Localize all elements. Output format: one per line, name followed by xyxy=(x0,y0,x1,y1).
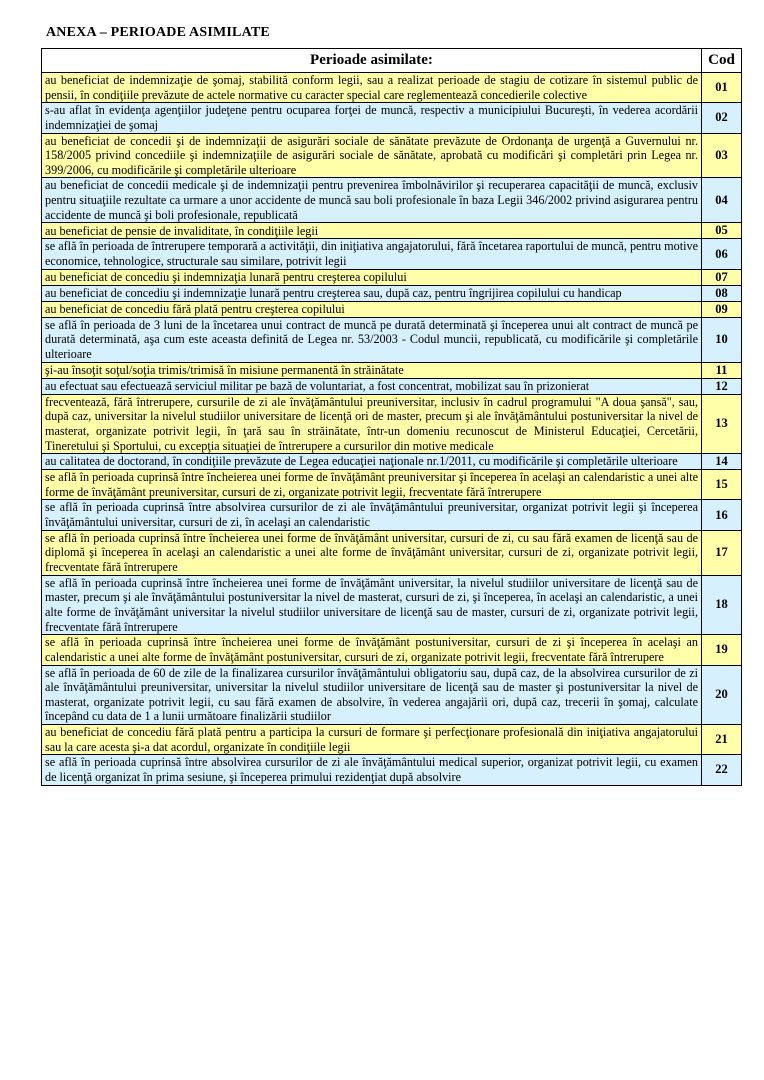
period-text: se află în perioada cuprinsă între absolvirea cursurilor de zi ale învăţământului medical superior, organizat potrivit legii, cu examen de licenţă organizat în prima sesiune, şi începerea primului rezidenţiat după absolvire xyxy=(42,755,702,785)
period-text: se află în perioada cuprinsă între încheierea unei forme de învăţământ postuniversitar, cursuri de zi şi începerea în acelaşi an calendaristic a unei alte forme de învăţământ postuniversitar, cursuri de zi, organizate potrivit legii, frecventate fără întrerupere xyxy=(42,635,702,665)
period-code: 07 xyxy=(702,269,742,285)
table-row xyxy=(42,378,742,394)
table-row xyxy=(42,285,742,301)
period-code: 01 xyxy=(702,73,742,103)
period-code: 06 xyxy=(702,239,742,269)
period-code: 18 xyxy=(702,575,742,635)
table-row xyxy=(42,133,742,178)
table-row xyxy=(42,178,742,223)
period-code: 16 xyxy=(702,500,742,530)
page-title: ANEXA – PERIOADE ASIMILATE xyxy=(46,25,270,40)
period-text: au beneficiat de pensie de invaliditate, în condiţiile legii xyxy=(42,223,702,239)
period-code: 03 xyxy=(702,133,742,178)
period-code: 05 xyxy=(702,223,742,239)
period-code: 17 xyxy=(702,530,742,575)
period-text: se află în perioada de 60 de zile de la finalizarea cursurilor învăţământului obligatoriu sau, după caz, de la absolvirea cursurilor de zi ale învăţământului preuniversitar, universitar la nivelul studiilor universitare de licenţă sau de master şi postuniversitar la nivel de masterat, organizate potrivit legii, cu sau fără examen de absolvire, în vederea angajării ori, după caz, trecerii în şomaj, calculate începând cu data de 1 a lunii următoare finalizării studiilor xyxy=(42,665,702,725)
table-row xyxy=(42,470,742,500)
period-text: frecventează, fără întrerupere, cursurile de zi ale învăţământului preuniversitar, inclusiv în cadrul programului "A doua şansă", sau, după caz, universitar la nivelul studiilor universitare de licenţă ori de master, precum şi ale învăţământului postuniversitar la nivel de masterat, organizate potrivit legii, în ţară sau în străinătate, într-un domeniu recunoscut de Ministerul Educaţiei, Cercetării, Tineretului şi Sportului, cu excepţia situaţiei de întrerupere a cursurilor din motive medicale xyxy=(42,394,702,454)
period-code: 12 xyxy=(702,378,742,394)
table-row xyxy=(42,575,742,635)
table-row xyxy=(42,301,742,317)
period-text: se află în perioada cuprinsă între încheierea unei forme de învăţământ universitar, cursuri de zi, cu sau fără examen de licenţă sau de diplomă şi începerea în acelaşi an calendaristic a unei alte forme de învăţământ universitar, cursuri de zi, organizate potrivit legii, frecventate fără întrerupere xyxy=(42,530,702,575)
table-row xyxy=(42,725,742,755)
table-row xyxy=(42,454,742,470)
table-row xyxy=(42,239,742,269)
period-code: 11 xyxy=(702,362,742,378)
period-text: au beneficiat de concediu fără plată pentru a participa la cursuri de formare şi perfecţionare profesională din iniţiativa angajatorului sau la care acesta şi-a dat acordul, organizate în condiţiile legii xyxy=(42,725,702,755)
assimilated-periods-table xyxy=(41,48,742,786)
header-code: Cod xyxy=(702,49,742,73)
period-text: au beneficiat de indemnizaţie de şomaj, stabilită conform legii, sau a realizat perioade de stagiu de cotizare în sistemul public de pensii, în condiţiile prevăzute de actele normative cu caracter special care reglementează concedierile colective xyxy=(42,73,702,103)
period-text: au beneficiat de concedii şi de indemnizaţii de asigurări sociale de sănătate prevăzute de Ordonanţa de urgenţă a Guvernului nr. 158/2005 privind concediile şi indemnizaţiile de asigurări sociale de sănătate, aprobată cu modificări şi completări prin Legea nr. 399/2006, cu modificările şi completările ulterioare xyxy=(42,133,702,178)
period-text: s-au aflat în evidenţa agenţiilor judeţene pentru ocuparea forţei de muncă, respectiv a municipiului Bucureşti, în vederea acordării indemnizaţiei de şomaj xyxy=(42,103,702,133)
period-text: au beneficiat de concediu şi indemnizaţie lunară pentru creşterea sau, după caz, pentru îngrijirea copilului cu handicap xyxy=(42,285,702,301)
period-text: se află în perioada cuprinsă între încheierea unei forme de învăţământ universitar, la nivelul studiilor universitare de licenţă sau de master, precum şi ale învăţământului postuniversitar la nivel de masterat, cursuri de zi, şi începerea, în acelaşi an calendaristic, a unei alte forme de învăţământ universitar la nivelul studiilor universitare de licenţă sau de master, cursuri de zi, organizate potrivit legii, frecventate fără întrerupere xyxy=(42,575,702,635)
period-code: 09 xyxy=(702,301,742,317)
period-text: au beneficiat de concedii medicale şi de indemnizaţii pentru prevenirea îmbolnăvirilor şi recuperarea capacităţii de muncă, exclusiv pentru situaţiile rezultate ca urmare a unor accidente de muncă sau boli profesionale în baza Legii 346/2002 privind asigurarea pentru accidente de muncă şi boli profesionale, republicată xyxy=(42,178,702,223)
period-code: 22 xyxy=(702,755,742,785)
table-row xyxy=(42,103,742,133)
period-text: se află în perioada cuprinsă între absolvirea cursurilor de zi ale învăţământului preuniversitar, organizat potrivit legii şi începerea învăţământului universitar, cursuri de zi, în acelaşi an calendaristic xyxy=(42,500,702,530)
period-text: au beneficiat de concediu şi indemnizaţia lunară pentru creşterea copilului xyxy=(42,269,702,285)
table-row xyxy=(42,317,742,362)
period-text: se află în perioada de 3 luni de la încetarea unui contract de muncă pe durată determinată şi începerea unui alt contract de muncă pe durată determinată, aşa cum este aceasta definită de Legea nr. 53/2003 - Codul muncii, republicată, cu modificările şi completările ulterioare xyxy=(42,317,702,362)
period-text: au calitatea de doctorand, în condiţiile prevăzute de Legea educaţiei naţionale nr.1/2011, cu modificările şi completările ulterioare xyxy=(42,454,702,470)
period-code: 19 xyxy=(702,635,742,665)
period-code: 13 xyxy=(702,394,742,454)
period-text: au beneficiat de concediu fără plată pentru creşterea copilului xyxy=(42,301,702,317)
period-code: 15 xyxy=(702,470,742,500)
period-text: se află în perioada cuprinsă între încheierea unei forme de învăţământ preuniversitar şi începerea în acelaşi an calendaristic a unei alte forme de învăţământ preuniversitar, cursuri de zi, organizate potrivit legii, frecventate fără întrerupere xyxy=(42,470,702,500)
table-row xyxy=(42,665,742,725)
period-text: au efectuat sau efectuează serviciul militar pe bază de voluntariat, a fost concentrat, mobilizat sau în prizonierat xyxy=(42,378,702,394)
period-code: 20 xyxy=(702,665,742,725)
period-code: 10 xyxy=(702,317,742,362)
period-text: se află în perioada de întrerupere temporară a activităţii, din iniţiativa angajatorului, fără încetarea raportului de muncă, pentru motive economice, tehnologice, structurale sau similare, potrivit legii xyxy=(42,239,702,269)
period-code: 14 xyxy=(702,454,742,470)
period-text: şi-au însoţit soţul/soţia trimis/trimisă în misiune permanentă în străinătate xyxy=(42,362,702,378)
period-code: 08 xyxy=(702,285,742,301)
table-row xyxy=(42,269,742,285)
table-row xyxy=(42,73,742,103)
header-periods: Perioade asimilate: xyxy=(42,49,702,73)
table-row xyxy=(42,755,742,785)
table-row xyxy=(42,394,742,454)
table-row xyxy=(42,500,742,530)
period-code: 02 xyxy=(702,103,742,133)
table-row xyxy=(42,635,742,665)
period-code: 21 xyxy=(702,725,742,755)
table-row xyxy=(42,223,742,239)
table-row xyxy=(42,362,742,378)
period-code: 04 xyxy=(702,178,742,223)
table-row xyxy=(42,530,742,575)
